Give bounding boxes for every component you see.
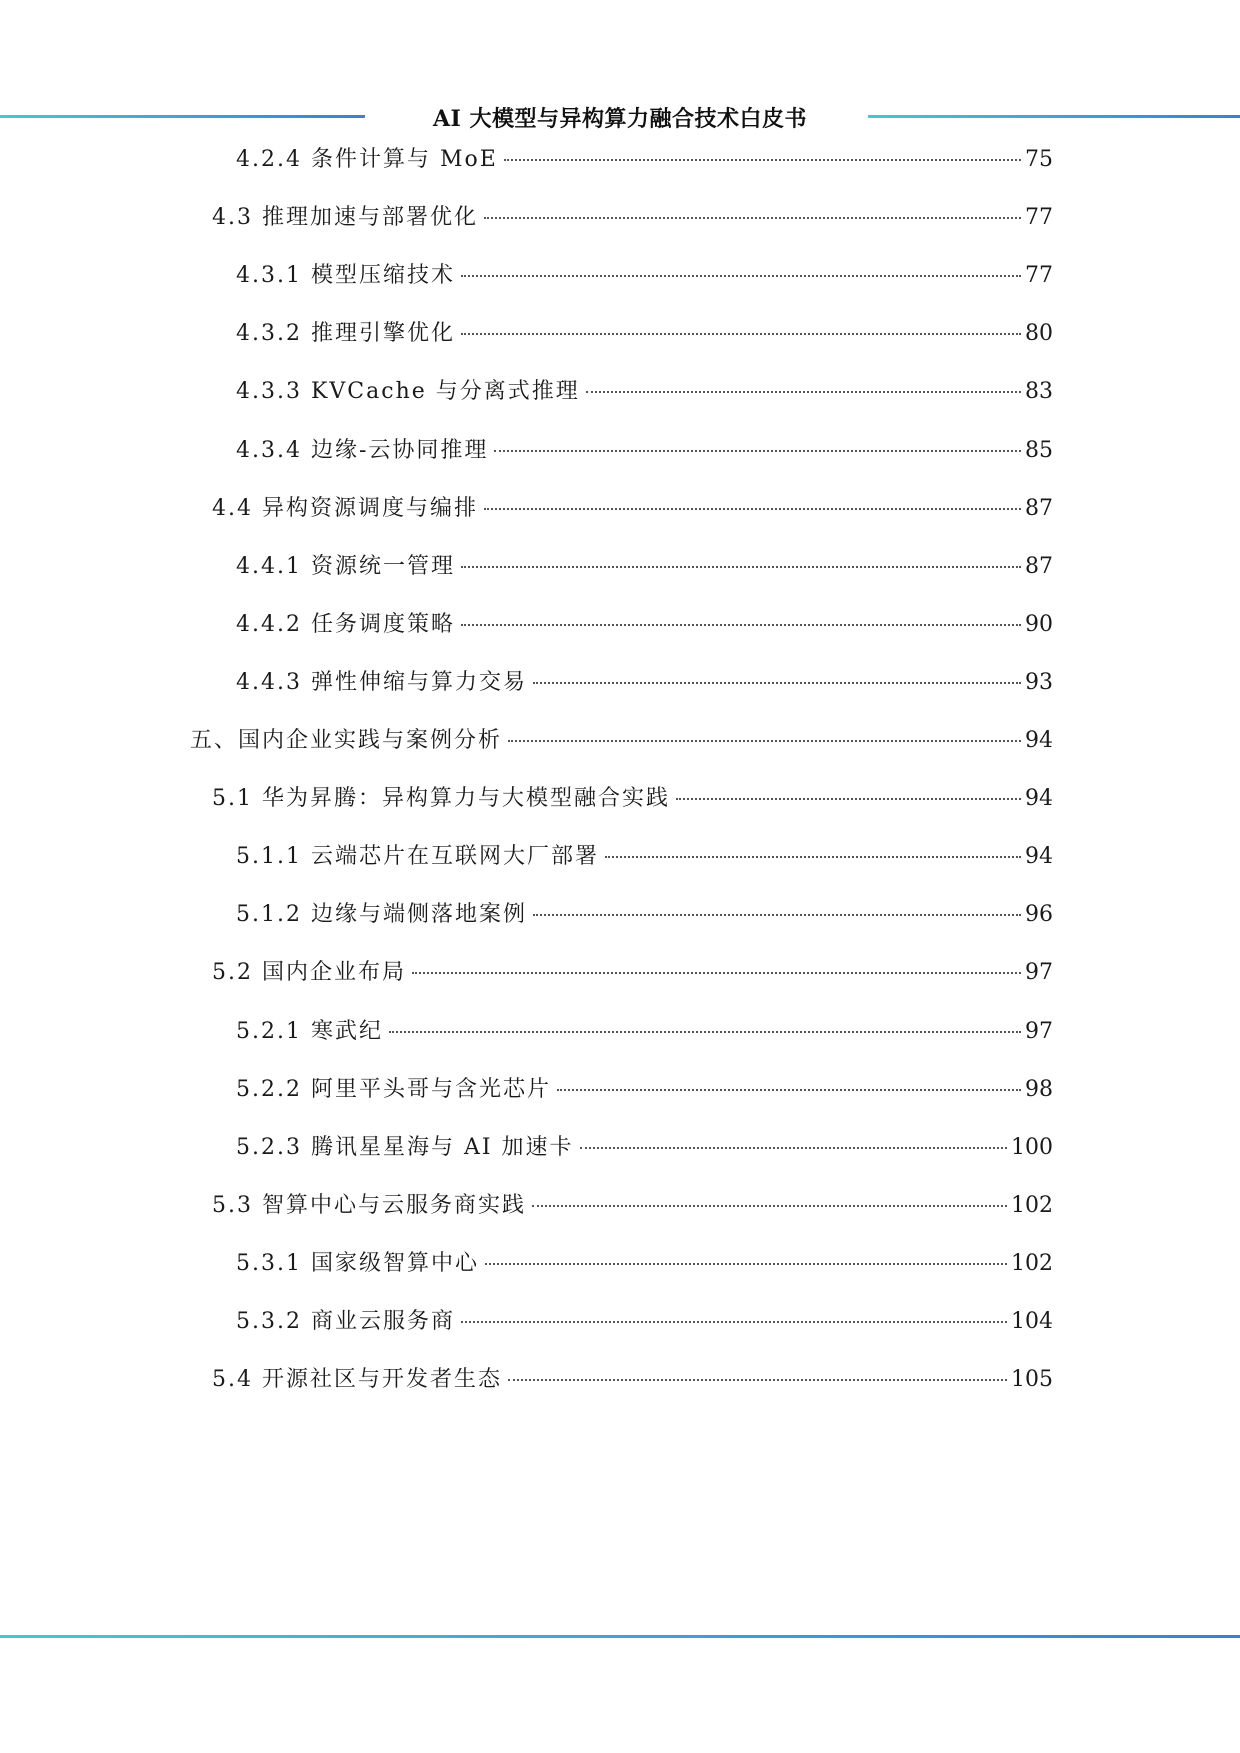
toc-entry-title: 5.4 开源社区与开发者生态 — [212, 1367, 502, 1393]
toc-page-number: 100 — [1011, 1134, 1053, 1160]
toc-entry-title: 4.4.3 弹性伸缩与算力交易 — [236, 669, 527, 695]
toc-entry-title: 5.2.1 寒武纪 — [236, 1018, 383, 1044]
toc-dot-leader — [508, 1379, 1007, 1381]
toc-dot-leader — [508, 740, 1021, 742]
toc-dot-leader — [494, 450, 1021, 452]
toc-dot-leader — [533, 914, 1021, 916]
page-header-title: AI 大模型与异构算力融合技术白皮书 — [432, 106, 808, 132]
toc-entry[interactable] — [236, 1014, 1053, 1050]
toc-entry[interactable] — [236, 258, 1053, 294]
toc-entry[interactable] — [236, 607, 1053, 643]
toc-dot-leader — [461, 333, 1021, 335]
toc-entry[interactable] — [236, 142, 1053, 178]
toc-page-number: 94 — [1025, 728, 1053, 753]
toc-entry-title: 4.3.4 边缘-云协同推理 — [236, 437, 489, 463]
toc-entry[interactable] — [212, 781, 1053, 817]
toc-page-number: 104 — [1011, 1309, 1053, 1334]
toc-entry-title: 4.3.1 模型压缩技术 — [236, 263, 455, 289]
toc-entry-title: 4.4.1 资源统一管理 — [236, 553, 455, 579]
toc-dot-leader — [605, 856, 1021, 858]
toc-dot-leader — [533, 682, 1021, 684]
toc-dot-leader — [461, 275, 1021, 277]
toc-entry-title: 4.4 异构资源调度与编排 — [212, 495, 478, 521]
toc-page-number: 105 — [1011, 1367, 1053, 1393]
toc-entry-title: 五、国内企业实践与案例分析 — [190, 728, 503, 753]
toc-entry[interactable] — [236, 316, 1053, 352]
toc-entry-title: 4.3 推理加速与部署优化 — [212, 205, 478, 231]
toc-entry[interactable] — [236, 897, 1053, 933]
toc-page-number: 94 — [1025, 844, 1053, 870]
toc-dot-leader — [461, 1321, 1007, 1323]
toc-page-number: 83 — [1025, 379, 1053, 405]
toc-entry-title: 5.2.2 阿里平头哥与含光芯片 — [236, 1076, 551, 1102]
toc-entry[interactable] — [212, 200, 1053, 236]
toc-dot-leader — [484, 217, 1021, 219]
toc-entry-title: 5.1.2 边缘与端侧落地案例 — [236, 902, 527, 928]
toc-entry-title: 5.3 智算中心与云服务商实践 — [212, 1192, 526, 1218]
toc-dot-leader — [484, 508, 1021, 510]
toc-page-number: 77 — [1025, 263, 1053, 289]
toc-entry-title: 5.1.1 云端芯片在互联网大厂部署 — [236, 844, 599, 870]
toc-entry[interactable] — [212, 1188, 1053, 1224]
toc-page-number: 77 — [1025, 205, 1053, 231]
toc-entry[interactable] — [236, 1246, 1053, 1282]
toc-page-number: 97 — [1025, 1018, 1053, 1044]
toc-entry-title: 5.1 华为昇腾：异构算力与大模型融合实践 — [212, 786, 670, 812]
toc-entry-title: 4.4.2 任务调度策略 — [236, 611, 455, 637]
toc-entry[interactable] — [236, 665, 1053, 701]
toc-entry[interactable] — [236, 839, 1053, 875]
toc-page-number: 93 — [1025, 669, 1053, 695]
toc-entry[interactable] — [236, 1072, 1053, 1108]
toc-entry[interactable] — [236, 1304, 1053, 1340]
toc-entry[interactable] — [212, 1362, 1053, 1398]
toc-page-number: 80 — [1025, 321, 1053, 347]
toc-page-number: 102 — [1011, 1192, 1053, 1218]
toc-entry[interactable] — [236, 433, 1053, 469]
toc-entry[interactable] — [190, 723, 1053, 759]
toc-dot-leader — [461, 566, 1021, 568]
toc-page-number: 97 — [1025, 960, 1053, 986]
toc-dot-leader — [557, 1089, 1021, 1091]
toc-page-number: 85 — [1025, 437, 1053, 463]
toc-entry[interactable] — [212, 955, 1053, 991]
toc-entry-title: 4.2.4 条件计算与 MoE — [236, 147, 498, 172]
toc-dot-leader — [389, 1031, 1021, 1033]
toc-entry-title: 4.3.2 推理引擎优化 — [236, 321, 455, 347]
header-rule-right — [868, 115, 1240, 118]
toc-page-number: 90 — [1025, 611, 1053, 637]
toc-entry[interactable] — [236, 1130, 1053, 1166]
toc-page-number: 87 — [1025, 495, 1053, 521]
toc-dot-leader — [485, 1263, 1007, 1265]
toc-dot-leader — [412, 972, 1021, 974]
toc-page-number: 87 — [1025, 553, 1053, 579]
footer-rule — [0, 1635, 1240, 1638]
toc-entry-title: 5.3.2 商业云服务商 — [236, 1309, 455, 1334]
toc-page-number: 102 — [1011, 1250, 1053, 1276]
toc-entry-title: 5.3.1 国家级智算中心 — [236, 1250, 479, 1276]
toc-entry-title: 5.2 国内企业布局 — [212, 960, 406, 986]
toc-dot-leader — [580, 1147, 1007, 1149]
toc-dot-leader — [676, 798, 1021, 800]
toc-page-number: 96 — [1025, 902, 1053, 928]
toc-entry-title: 4.3.3 KVCache 与分离式推理 — [236, 379, 580, 405]
toc-entry[interactable] — [236, 549, 1053, 585]
toc-page-number: 94 — [1025, 786, 1053, 812]
toc-dot-leader — [504, 159, 1021, 161]
toc-dot-leader — [461, 624, 1021, 626]
toc-entry[interactable] — [212, 491, 1053, 527]
toc-page-number: 75 — [1025, 147, 1053, 172]
toc-dot-leader — [532, 1205, 1007, 1207]
toc-entry-title: 5.2.3 腾讯星星海与 AI 加速卡 — [236, 1134, 574, 1160]
toc-entry[interactable] — [236, 374, 1053, 410]
toc-page-number: 98 — [1025, 1076, 1053, 1102]
toc-dot-leader — [586, 391, 1021, 393]
